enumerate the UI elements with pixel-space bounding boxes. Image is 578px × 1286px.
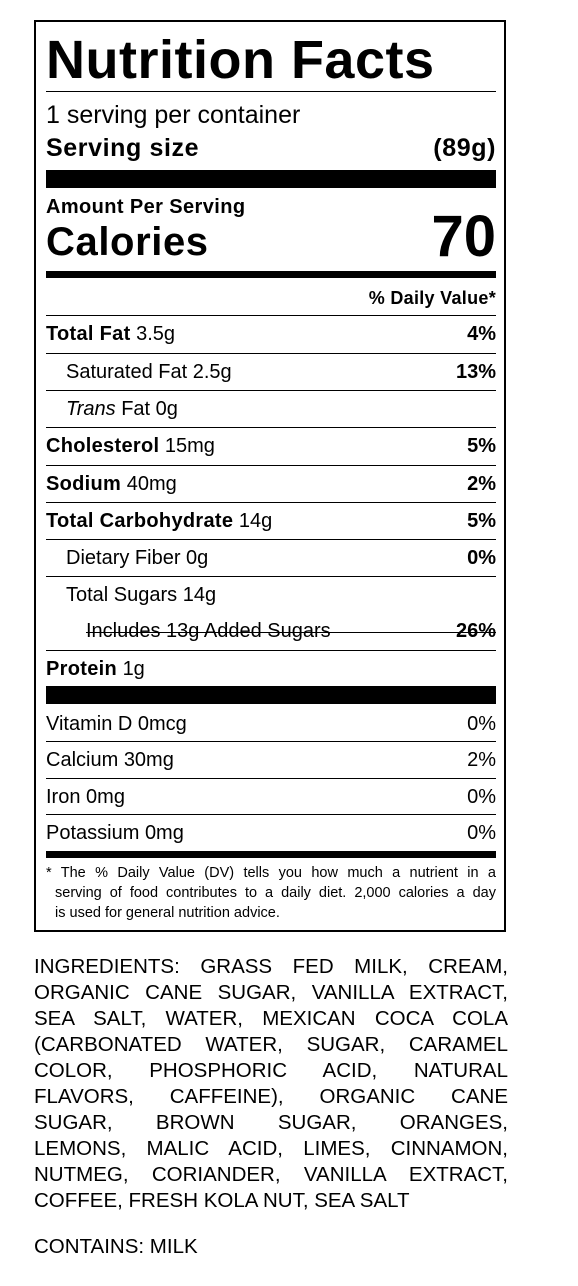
nutrient-name: Total Fat <box>46 323 131 345</box>
nutrient-row-added-sugars <box>46 613 496 650</box>
footnote-line: is used for general nutrition advice. <box>55 905 280 921</box>
nutrient-amount: 2.5g <box>192 361 232 383</box>
nutrient-amount: 3.5g <box>136 323 176 345</box>
serving-size-label: Serving size <box>46 134 200 162</box>
nutrient-amount: 0g <box>186 547 209 569</box>
nutrient-row-total-carbohydrate <box>46 503 496 540</box>
nutrient-row-sodium <box>46 466 496 503</box>
ingredients-line: SEA SALT, WATER, MEXICAN COCA COLA <box>34 1007 508 1030</box>
calories-label: Calories <box>46 220 209 264</box>
nutrient-name: Total Sugars <box>66 584 178 606</box>
nutrient-amount: 14g <box>238 510 273 532</box>
ingredients-line: NUTMEG, CORIANDER, VANILLA EXTRACT, <box>34 1163 508 1186</box>
medium-divider <box>46 271 496 278</box>
nutrient-row-saturated-fat <box>46 354 496 391</box>
nutrient-name: Total Carbohydrate <box>46 510 234 532</box>
servings-per-container: 1 serving per container <box>46 101 301 129</box>
nutrient-amount: 0g <box>155 398 178 420</box>
ingredients-line: INGREDIENTS: GRASS FED MILK, CREAM, <box>34 955 508 978</box>
vitamin-amount: 0mcg <box>137 713 187 735</box>
nutrient-name: Protein <box>46 658 117 680</box>
nutrient-row-total-sugars <box>46 577 496 614</box>
nutrient-name-italic: Trans <box>66 398 116 420</box>
vitamin-row-calcium <box>46 742 496 779</box>
nutrient-amount: 1g <box>122 658 145 680</box>
thick-divider-vitamins <box>46 686 496 704</box>
serving-size-row <box>46 132 496 164</box>
vitamin-name: Iron <box>46 786 81 808</box>
vitamin-row-potassium <box>46 815 496 852</box>
nutrient-row-dietary-fiber <box>46 540 496 577</box>
footnote-line: * The % Daily Value (DV) tells you how much a nutrient in a <box>46 865 496 881</box>
nutrient-percent: 5% <box>467 435 496 457</box>
nutrient-percent: 0% <box>467 547 496 569</box>
ingredients-line: ORGANIC CANE SUGAR, VANILLA EXTRACT, <box>34 981 508 1004</box>
nutrient-percent: 4% <box>467 323 496 345</box>
title-divider <box>46 91 496 92</box>
nutrient-amount: 15mg <box>164 435 215 457</box>
footnote-line: serving of food contributes to a daily diet. 2,000 calories a day <box>55 885 496 901</box>
daily-value-footnote <box>46 863 496 923</box>
vitamin-amount: 0mg <box>86 786 125 808</box>
ingredients-line: FLAVORS, CAFFEINE), ORGANIC CANE <box>34 1085 508 1108</box>
nutrient-name: Dietary Fiber <box>66 547 181 569</box>
nutrient-row-cholesterol <box>46 428 496 465</box>
nutrient-amount: 14g <box>182 584 217 606</box>
vitamin-percent: 0% <box>467 822 496 844</box>
vitamin-name: Vitamin D <box>46 713 133 735</box>
medium-divider-footnote <box>46 851 496 858</box>
vitamin-percent: 2% <box>467 749 496 771</box>
nutrient-name: Fat <box>121 398 151 420</box>
serving-size-value: (89g) <box>433 134 496 162</box>
ingredients-line: COFFEE, FRESH KOLA NUT, SEA SALT <box>34 1189 410 1212</box>
vitamin-name: Calcium <box>46 749 119 771</box>
vitamin-percent: 0% <box>467 786 496 808</box>
nutrient-row-total-fat <box>46 316 496 353</box>
allergen-contains: CONTAINS: MILK <box>34 1235 198 1258</box>
vitamin-row-vitamin-d <box>46 706 496 743</box>
nutrient-name: Includes 13g Added Sugars <box>86 620 331 642</box>
ingredients-line: (CARBONATED WATER, SUGAR, CARAMEL <box>34 1033 508 1056</box>
amount-per-serving: Amount Per Serving <box>46 196 246 218</box>
vitamin-name: Potassium <box>46 822 140 844</box>
panel-title: Nutrition Facts <box>46 30 435 90</box>
vitamin-row-iron <box>46 779 496 816</box>
nutrient-name: Cholesterol <box>46 435 160 457</box>
nutrient-percent: 13% <box>455 361 496 383</box>
ingredients-list <box>34 954 508 1214</box>
nutrient-percent: 26% <box>455 620 496 642</box>
nutrient-name: Sodium <box>46 473 122 495</box>
nutrient-row-trans-fat <box>46 391 496 428</box>
vitamin-amount: 30mg <box>123 749 174 771</box>
nutrient-amount: 40mg <box>126 473 177 495</box>
calories-value: 70 <box>431 204 496 269</box>
vitamin-percent: 0% <box>467 713 496 735</box>
ingredients-line: LEMONS, MALIC ACID, LIMES, CINNAMON, <box>34 1137 508 1160</box>
nutrient-row-protein <box>46 651 496 688</box>
nutrition-facts-panel <box>34 20 506 932</box>
thick-divider-top <box>46 170 496 188</box>
ingredients-line: SUGAR, BROWN SUGAR, ORANGES, <box>34 1111 508 1134</box>
nutrient-percent: 2% <box>467 473 496 495</box>
ingredients-line: COLOR, PHOSPHORIC ACID, NATURAL <box>34 1059 508 1082</box>
vitamin-amount: 0mg <box>144 822 184 844</box>
daily-value-header: % Daily Value* <box>368 288 496 308</box>
nutrient-percent: 5% <box>467 510 496 532</box>
nutrient-name: Saturated Fat <box>66 361 188 383</box>
